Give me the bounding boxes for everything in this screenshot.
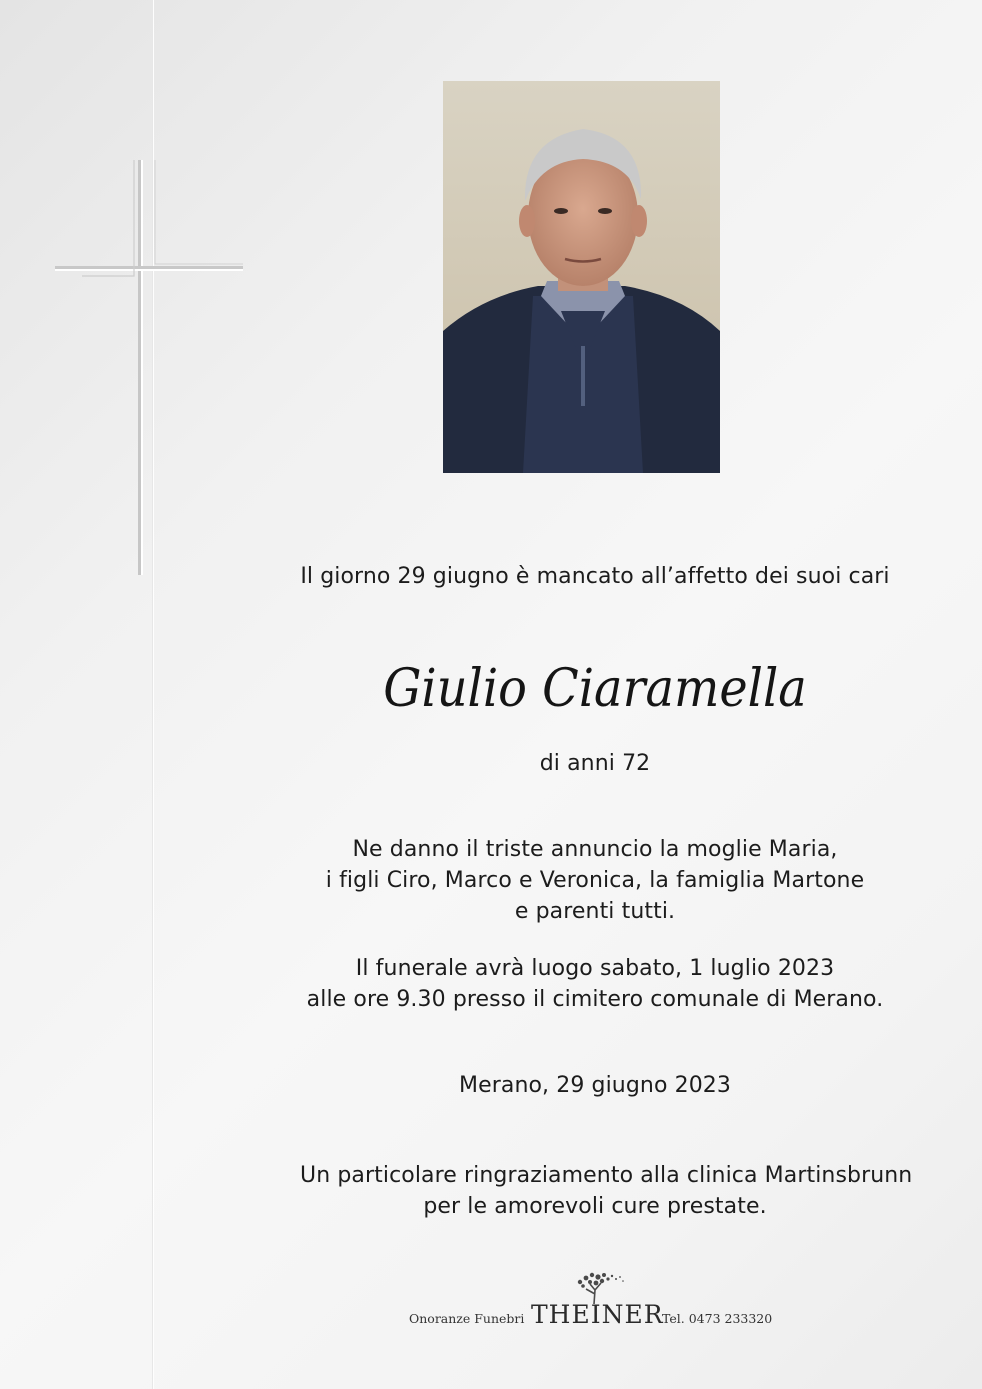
tree-logo-icon [568,1270,628,1304]
funeral-details [300,953,890,1015]
footer-brand: THEINER [531,1300,664,1329]
intro-text: Il giorno 29 giugno è mancato all’affetto dei suoi cari [300,564,890,589]
funeral-line: Il funerale avrà luogo sabato, 1 luglio 2023 [355,956,835,981]
deceased-name: Giulio Ciaramella [383,659,807,719]
announcement-line: i figli Ciro, Marco e Veronica, la famiglia Martone [325,868,865,893]
thanks-text [300,1160,913,1222]
announcement-text [300,834,890,927]
thanks-line: Un particolare ringraziamento alla clinica Martinsbrunn [300,1163,913,1188]
portrait-photo [443,81,720,473]
place-date: Merano, 29 giugno 2023 [459,1073,731,1098]
thanks-line: per le amorevoli cure prestate. [423,1194,767,1219]
footer-phone: Tel. 0473 233320 [662,1311,773,1326]
funeral-line: alle ore 9.30 presso il cimitero comunale di Merano. [306,987,884,1012]
age-text: di anni 72 [539,751,651,776]
announcement-line: Ne danno il triste annuncio la moglie Maria, [352,837,838,862]
footer-prefix: Onoranze Funebri [409,1311,525,1326]
cross-icon [55,160,245,580]
funeral-home-footer [0,1270,982,1340]
announcement-line: e parenti tutti. [514,899,676,924]
